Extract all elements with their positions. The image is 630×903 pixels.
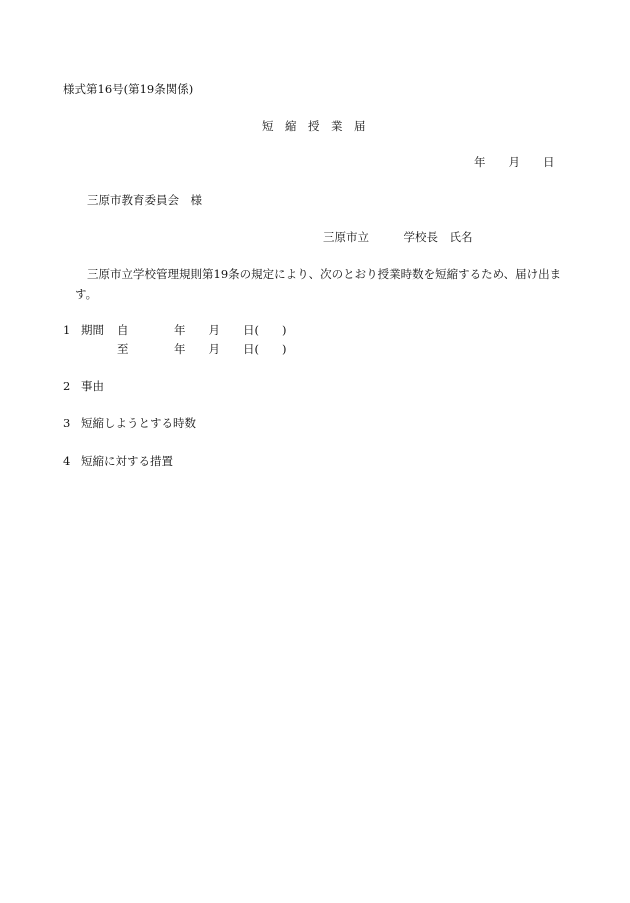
period-to-label: 至: [117, 342, 129, 356]
date-line: 年 月 日: [474, 155, 555, 169]
item-3-number: 3: [63, 416, 71, 430]
period-to-fields: 年 月 日( ): [174, 342, 287, 356]
period-from-fields: 年 月 日( ): [174, 323, 287, 337]
item-1-label: 期間: [81, 323, 104, 337]
item-4-number: 4: [63, 454, 71, 468]
addressee: 三原市教育委員会 様: [87, 193, 202, 207]
sender-line: 三原市立 学校長 氏名: [323, 230, 473, 244]
body-text-line-1: 三原市立学校管理規則第19条の規定により、次のとおり授業時数を短縮するため、届け出ま: [87, 267, 562, 281]
document-title: 短 縮 授 業 届: [262, 119, 366, 133]
item-1-number: 1: [63, 323, 71, 337]
item-2-label: 事由: [81, 379, 104, 393]
period-from-label: 自: [117, 323, 129, 337]
item-2-number: 2: [63, 379, 71, 393]
item-3-label: 短縮しようとする時数: [81, 416, 196, 430]
item-4-label: 短縮に対する措置: [81, 454, 173, 468]
body-text-line-2: す。: [75, 287, 98, 301]
form-number: 様式第16号(第19条関係): [63, 82, 194, 96]
